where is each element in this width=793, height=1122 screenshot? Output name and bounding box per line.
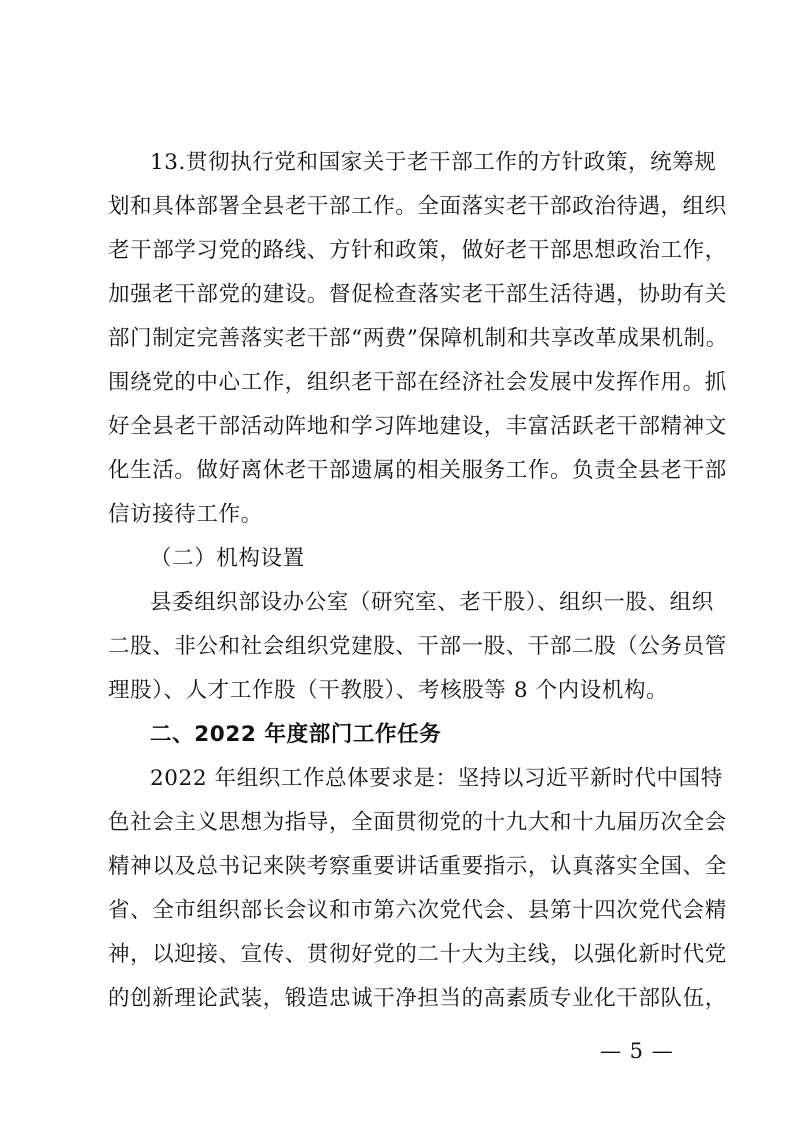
tasks-paragraph-line-4: 省、全市组织部长会议和市第六次党代会、县第十四次党代会精 (108, 898, 727, 923)
section-heading-institution: （二）机构设置 (150, 546, 305, 571)
page-number: — 5 — (600, 1039, 674, 1063)
institution-paragraph-line-2: 二股、非公和社会组织党建股、干部一股、干部二股（公务员管 (108, 634, 727, 659)
paragraph-13-line-6: 围绕党的中心工作，组织老干部在经济社会发展中发挥作用。抓 (108, 370, 727, 395)
tasks-paragraph-line-6: 的创新理论武装，锻造忠诚干净担当的高素质专业化干部队伍， (108, 986, 727, 1011)
paragraph-13-line-8: 化生活。做好离休老干部遗属的相关服务工作。负责全县老干部 (108, 458, 727, 483)
paragraph-13-line-3: 老干部学习党的路线、方针和政策，做好老干部思想政治工作， (108, 238, 727, 263)
paragraph-13-line-4: 加强老干部党的建设。督促检查落实老干部生活待遇，协助有关 (108, 282, 727, 307)
paragraph-13-line-5: 部门制定完善落实老干部“两费”保障机制和共享改革成果机制。 (108, 326, 728, 351)
institution-paragraph-line-3: 理股）、人才工作股（干教股）、考核股等 8 个内设机构。 (108, 678, 669, 703)
tasks-paragraph-line-2: 色社会主义思想为指导，全面贯彻党的十九大和十九届历次全会 (108, 810, 727, 835)
paragraph-13-line-7: 好全县老干部活动阵地和学习阵地建设，丰富活跃老干部精神文 (108, 414, 727, 439)
institution-paragraph-line-1: 县委组织部设办公室（研究室、老干股）、组织一股、组织 (150, 590, 714, 615)
paragraph-13-line-2: 划和具体部署全县老干部工作。全面落实老干部政治待遇，组织 (108, 194, 727, 219)
paragraph-13-line-9: 信访接待工作。 (108, 502, 263, 527)
tasks-paragraph-line-1: 2022 年组织工作总体要求是：坚持以习近平新时代中国特 (150, 766, 723, 791)
tasks-paragraph-line-5: 神，以迎接、宣传、贯彻好党的二十大为主线，以强化新时代党 (108, 942, 727, 967)
paragraph-13-line-1: 13.贯彻执行党和国家关于老干部工作的方针政策，统筹规 (150, 150, 717, 175)
tasks-paragraph-line-3: 精神以及总书记来陕考察重要讲话重要指示，认真落实全国、全 (108, 854, 727, 879)
section-heading-tasks: 二、2022 年度部门工作任务 (150, 722, 442, 747)
